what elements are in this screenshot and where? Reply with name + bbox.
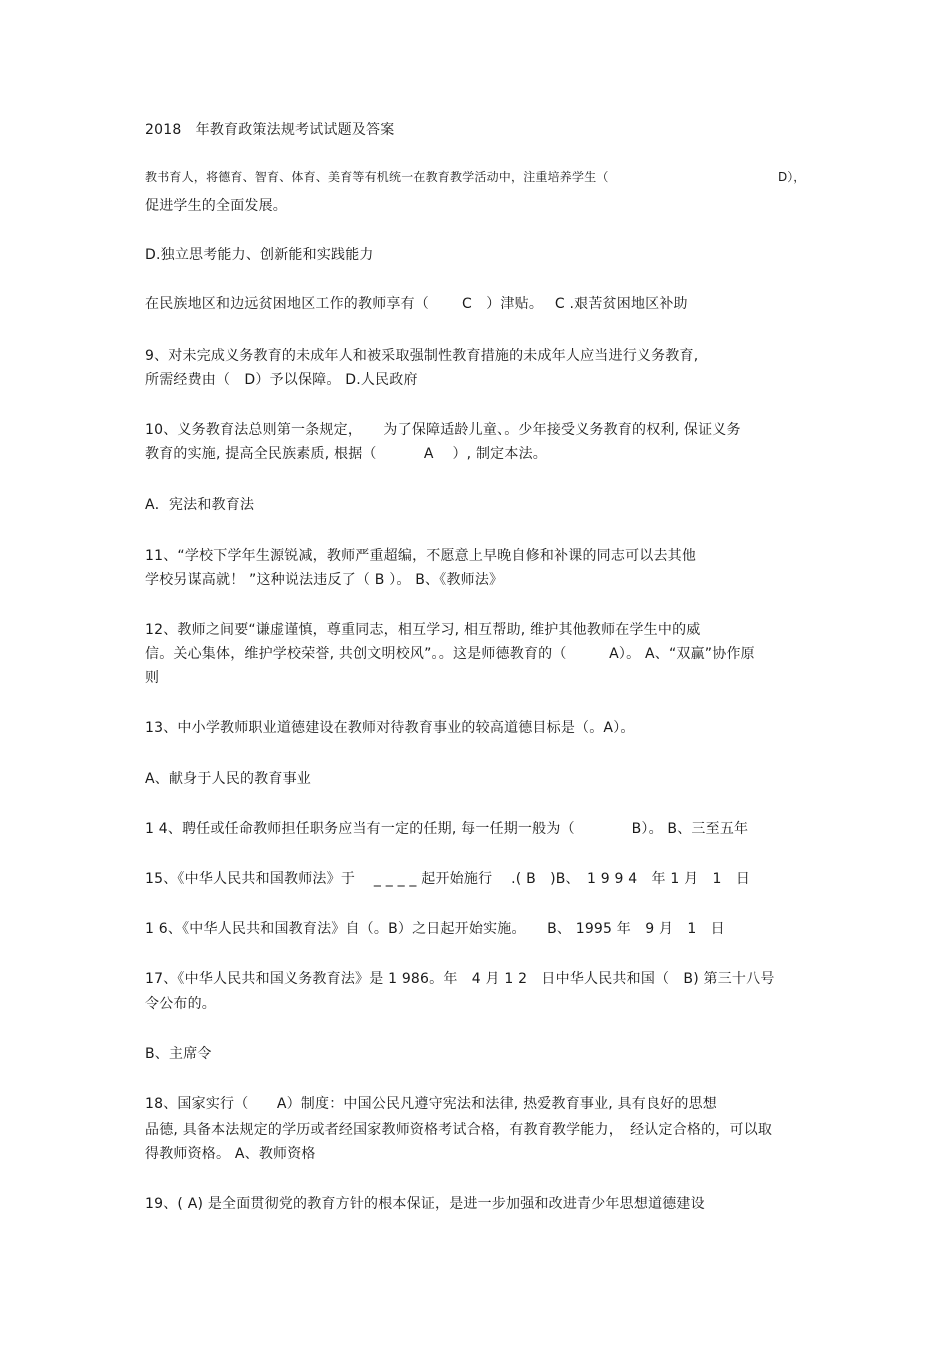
question-9-line-1: 9、对未完成义务教育的未成年人和被采取强制性教育措施的未成年人应当进行义务教育, [145, 348, 699, 364]
question-10-answer: A．宪法和教育法 [145, 497, 255, 513]
question-9-line-2: 所需经费由（ D）予以保障。 D.人民政府 [145, 372, 418, 388]
question-1-answer-mark: D）， [778, 170, 806, 184]
question-12-line-2: 信。关心集体，维护学校荣誉, 共创文明校风”。。这是师德教育的（ A）。 A、“双赢”协作原 [145, 646, 755, 662]
question-12-line-3: 则 [145, 670, 160, 686]
question-18-line-3: 得教师资格。 A、教师资格 [145, 1146, 316, 1162]
question-17-answer: B、主席令 [145, 1046, 212, 1062]
question-1-answer: D.独立思考能力、创新能和实践能力 [145, 247, 374, 263]
question-17-line-1: 17、《中华人民共和国义务教育法》是 1 986。年 4 月 1 2 日中华人民共和国（ B) 第三十八号 [145, 971, 775, 987]
question-19-line-1: 19、( A) 是全面贯彻党的教育方针的根本保证，是进一步加强和改进青少年思想道德建设 [145, 1196, 705, 1212]
question-1-line-2: 促进学生的全面发展。 [145, 198, 287, 214]
question-18-line-2: 品德, 具备本法规定的学历或者经国家教师资格考试合格，有教育教学能力， 经认定合格的，可以取 [145, 1122, 773, 1138]
document-title: 2018 年教育政策法规考试试题及答案 [145, 122, 395, 138]
question-11-line-1: 11、“学校下学年生源锐减，教师严重超编，不愿意上早晚自修和补课的同志可以去其他 [145, 548, 697, 564]
question-1-line-1: 教书育人，将德育、智育、体育、美育等有机统一在教育教学活动中，注重培养学生（ [145, 170, 609, 184]
question-15-line-1: 15、《中华人民共和国教师法》于 _ _ _ _ 起开始施行 .( B )B、 1 9 9 4 年 1 月 1 日 [145, 871, 751, 887]
question-16-line-1: 1 6、《中华人民共和国教育法》自（。B）之日起开始实施。 B、 1995 年 9 月 1 日 [145, 921, 725, 937]
question-17-line-2: 令公布的。 [145, 996, 216, 1012]
question-10-line-1: 10、义务教育法总则第一条规定， 为了保障适龄儿童、。少年接受义务教育的权利, 保证义务 [145, 422, 741, 438]
question-12-line-1: 12、教师之间要“谦虚谨慎，尊重同志，相互学习, 相互帮助, 维护其他教师在学生中的威 [145, 622, 701, 638]
question-13-answer: A、献身于人民的教育事业 [145, 771, 311, 787]
question-14-line-1: 1 4、聘任或任命教师担任职务应当有一定的任期, 每一任期一般为（ B）。 B、三至五年 [145, 821, 749, 837]
question-2-line-1: 在民族地区和边远贫困地区工作的教师享有（ C ）津贴。 C .艰苦贫困地区补助 [145, 296, 688, 312]
question-13-line-1: 13、中小学教师职业道德建设在教师对待教育事业的较高道德目标是（。A）。 [145, 720, 635, 736]
question-11-line-2: 学校另谋高就！ ”这种说法违反了（ B ）。 B、《教师法》 [145, 572, 504, 588]
question-10-line-2: 教育的实施, 提高全民族素质, 根据（ A ）, 制定本法。 [145, 446, 547, 462]
question-18-line-1: 18、国家实行（ A）制度：中国公民凡遵守宪法和法律, 热爱教育事业, 具有良好的思想 [145, 1096, 717, 1112]
